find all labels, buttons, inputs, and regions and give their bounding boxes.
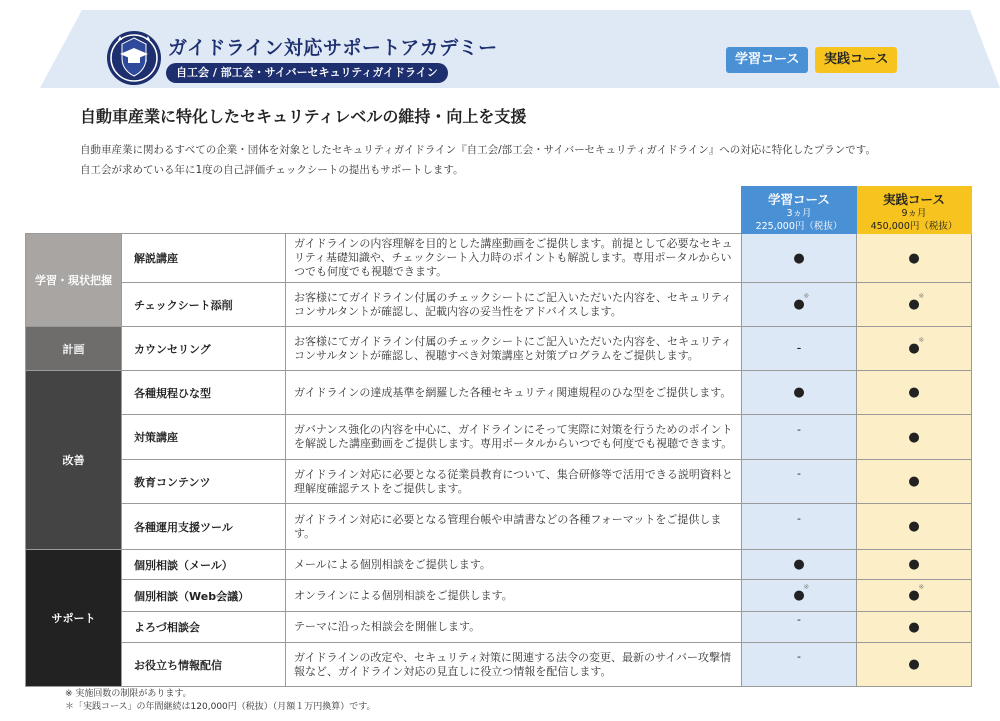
brand-title: ガイドライン対応サポートアカデミー <box>168 37 498 59</box>
gaku-mark <box>742 643 857 687</box>
category-plan: 計画 <box>26 327 122 371</box>
row-description: ガイドラインの内容理解を目的とした講座動画をご提供します。前提として必要なセキュリティ基礎知識や、チェックシート入力時のポイントも解説します。専用ポータルからいつでも何度でも視聴できます。 <box>286 234 742 283</box>
gakushu-course-button[interactable]: 学習コース <box>726 47 808 73</box>
row-description: オンラインによる個別相談をご提供します。 <box>286 580 742 612</box>
table-row <box>26 550 972 580</box>
jissen-mark <box>857 612 972 643</box>
limit-note: ※ <box>803 583 810 591</box>
table-row <box>26 643 972 687</box>
row-description: ガイドラインの改定や、セキュリティ対策に関連する法令の変更、最新のサイバー攻撃情報など、ガイドライン対応の見直しに役立つ情報を配信します。 <box>286 643 742 687</box>
table-row <box>26 234 972 283</box>
course-duration: 9ヵ月 <box>901 208 927 219</box>
row-description: お客様にてガイドライン付属のチェックシートにご記入いただいた内容を、セキュリティコンサルタントが確認し、視聴すべき対策講座と対策プログラムをご提供します。 <box>286 327 742 371</box>
jissen-mark <box>857 371 972 415</box>
gaku-mark <box>742 612 857 643</box>
mark-symbol: ● <box>793 250 805 266</box>
header-blank <box>26 187 742 234</box>
jissen-mark <box>857 580 972 612</box>
gaku-mark <box>742 371 857 415</box>
row-item: 個別相談（Web会議） <box>122 580 286 612</box>
limit-note: ※ <box>918 583 925 591</box>
mark-symbol: ● <box>793 588 805 603</box>
intro-line: 自動車産業に関わるすべての企業・団体を対象としたセキュリティガイドライン『自工会/部工会・サイバーセキュリティガイドライン』への対応に特化したプランです。 <box>80 144 876 156</box>
mark-symbol: ● <box>793 557 805 572</box>
table-row <box>26 612 972 643</box>
category-support: サポート <box>26 550 122 687</box>
footnote: ※ 実施回数の制限があります。 <box>65 689 192 699</box>
mark-symbol: ● <box>908 474 920 489</box>
mark-symbol: - <box>797 612 801 626</box>
mark-symbol: - <box>797 512 801 525</box>
gaku-mark <box>742 234 857 283</box>
course-name: 学習コース <box>768 192 830 207</box>
mark-symbol: ● <box>908 619 920 635</box>
mark-symbol: ● <box>908 557 920 572</box>
limit-note: ※ <box>918 336 925 344</box>
limit-note: ※ <box>918 292 925 300</box>
footnotes <box>65 688 376 714</box>
table-row <box>26 415 972 460</box>
jissen-mark <box>857 643 972 687</box>
row-item: カウンセリング <box>122 327 286 371</box>
limit-note: ※ <box>803 292 810 300</box>
mark-symbol: - <box>797 467 801 480</box>
mark-symbol: ● <box>793 385 805 400</box>
brand-subtitle: 自工会 / 部工会・サイバーセキュリティガイドライン <box>166 63 448 83</box>
row-description: お客様にてガイドライン付属のチェックシートにご記入いただいた内容を、セキュリティコンサルタントが確認し、記載内容の妥当性をアドバイスします。 <box>286 283 742 327</box>
jissen-mark <box>857 504 972 550</box>
course-header-gaku <box>742 187 857 234</box>
mark-symbol: ● <box>908 250 920 266</box>
table-row <box>26 460 972 504</box>
jissen-mark <box>857 550 972 580</box>
table-row <box>26 283 972 327</box>
row-item: 各種運用支援ツール <box>122 504 286 550</box>
row-item: よろづ相談会 <box>122 612 286 643</box>
row-description: テーマに沿った相談会を開催します。 <box>286 612 742 643</box>
course-name: 実践コース <box>883 192 945 207</box>
mark-symbol: ● <box>908 429 920 445</box>
row-item: 教育コンテンツ <box>122 460 286 504</box>
table-row <box>26 327 972 371</box>
course-duration: 3ヵ月 <box>786 208 812 219</box>
row-item: お役立ち情報配信 <box>122 643 286 687</box>
course-price: 225,000円（税抜） <box>755 221 843 232</box>
mark-symbol: - <box>797 650 801 663</box>
course-price: 450,000円（税抜） <box>870 221 958 232</box>
row-description: ガイドライン対応に必要となる従業員教育について、集合研修等で活用できる説明資料と理解度確認テストをご提供します。 <box>286 460 742 504</box>
course-header-jissen <box>857 187 972 234</box>
row-item: 各種規程ひな型 <box>122 371 286 415</box>
page-title: 自動車産業に特化したセキュリティレベルの維持・向上を支援 <box>80 107 527 126</box>
row-item: 解説講座 <box>122 234 286 283</box>
mark-symbol: ● <box>908 657 920 672</box>
academy-logo <box>106 30 162 86</box>
row-description: メールによる個別相談をご提供します。 <box>286 550 742 580</box>
row-item: 対策講座 <box>122 415 286 460</box>
mark-symbol: ● <box>908 297 920 312</box>
mark-symbol: ● <box>793 297 805 312</box>
intro-line: 自工会が求めている年に1度の自己評価チェックシートの提出もサポートします。 <box>80 164 464 176</box>
jissen-mark <box>857 283 972 327</box>
gaku-mark <box>742 504 857 550</box>
row-description: ガバナンス強化の内容を中心に、ガイドラインにそって実際に対策を行うためのポイントを解説した講座動画をご提供します。専用ポータルからいつでも何度でも視聴できます。 <box>286 415 742 460</box>
mark-symbol: ● <box>908 385 920 400</box>
gaku-mark <box>742 327 857 371</box>
category-improve: 改善 <box>26 371 122 550</box>
table-row <box>26 580 972 612</box>
row-item: チェックシート添削 <box>122 283 286 327</box>
jissen-mark <box>857 327 972 371</box>
category-learning: 学習・現状把握 <box>26 234 122 327</box>
mark-symbol: ● <box>908 519 920 534</box>
gaku-mark <box>742 415 857 460</box>
plan-table <box>25 186 972 687</box>
gaku-mark <box>742 580 857 612</box>
row-item: 個別相談（メール） <box>122 550 286 580</box>
table-header-row <box>26 187 972 234</box>
mark-symbol: ● <box>908 341 920 356</box>
jissen-mark <box>857 460 972 504</box>
gaku-mark <box>742 550 857 580</box>
gaku-mark <box>742 460 857 504</box>
gaku-mark <box>742 283 857 327</box>
jissen-course-button[interactable]: 実践コース <box>815 47 897 73</box>
table-row <box>26 371 972 415</box>
mark-symbol: - <box>797 422 801 436</box>
row-description: ガイドライン対応に必要となる管理台帳や申請書などの各種フォーマットをご提供します。 <box>286 504 742 550</box>
intro-text <box>80 140 970 180</box>
jissen-mark <box>857 234 972 283</box>
mark-symbol: - <box>796 341 802 356</box>
table-row <box>26 504 972 550</box>
footnote: ＊「実践コース」の年間継続は120,000円（税抜）（月額１万円換算）です。 <box>65 702 376 712</box>
row-description: ガイドラインの達成基準を網羅した各種セキュリティ関連規程のひな型をご提供します。 <box>286 371 742 415</box>
jissen-mark <box>857 415 972 460</box>
header-banner <box>0 10 1000 88</box>
mark-symbol: ● <box>908 588 920 603</box>
